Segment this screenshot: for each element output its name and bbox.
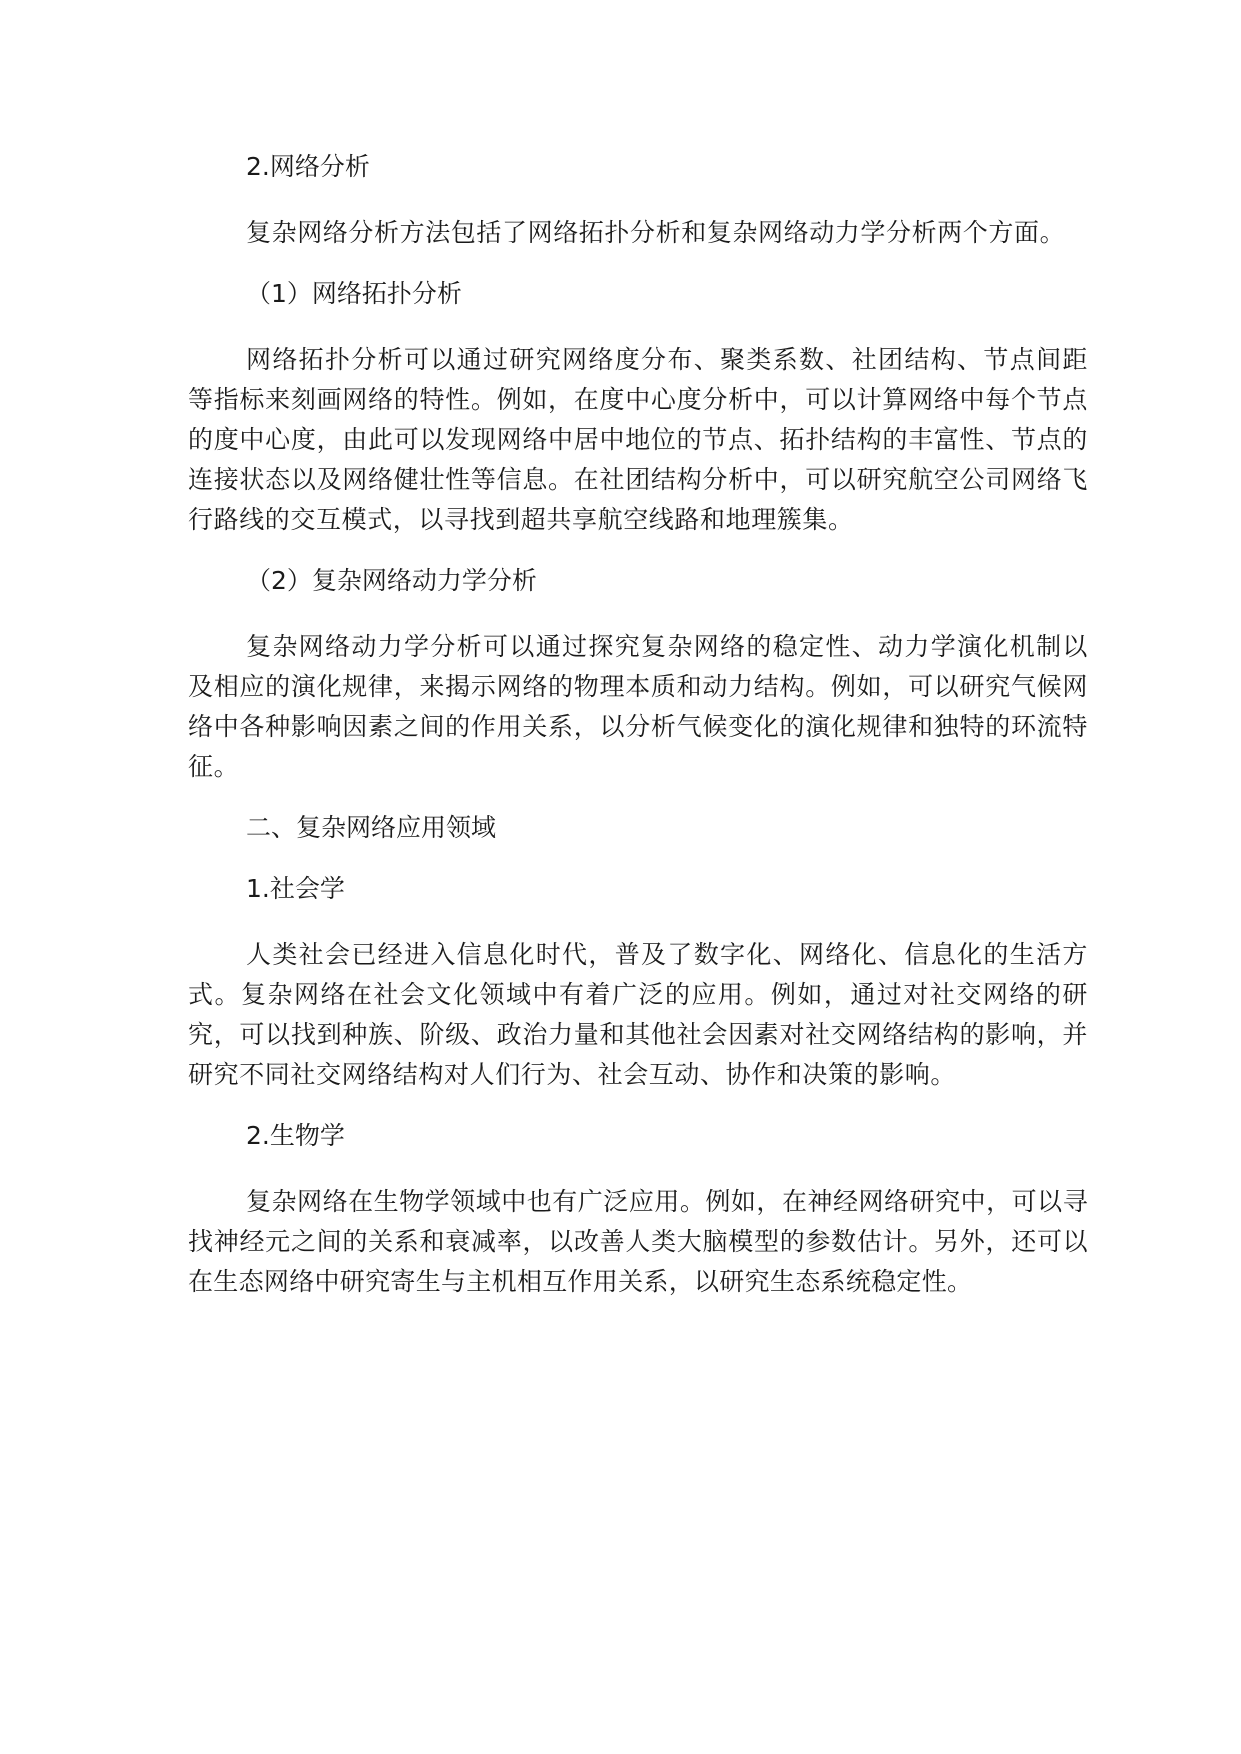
paragraph-topology-analysis: 网络拓扑分析可以通过研究网络度分布、聚类系数、社团结构、节点间距等指标来刻画网络的特性。例如，在度中心度分析中，可以计算网络中每个节点的度中心度，由此可以发现网络中居中地位的节点、拓扑结构的丰富性、节点的连接状态以及网络健壮性等信息。在社团结构分析中，可以研究航空公司网络飞行路线的交互模式，以寻找到超共享航空线路和地理簇集。 xyxy=(188,345,1088,534)
heading-sociology: 1.社会学 xyxy=(246,874,345,903)
paragraph-biology: 复杂网络在生物学领域中也有广泛应用。例如，在神经网络研究中，可以寻找神经元之间的关系和衰减率，以改善人类大脑模型的参数估计。另外，还可以在生态网络中研究寄生与主机相互作用关系，以研究生态系统稳定性。 xyxy=(188,1187,1088,1296)
heading-dynamics-analysis: （2）复杂网络动力学分析 xyxy=(246,566,537,595)
heading-application-fields: 二、复杂网络应用领域 xyxy=(246,813,497,842)
heading-biology: 2.生物学 xyxy=(246,1121,345,1150)
paragraph-dynamics-analysis: 复杂网络动力学分析可以通过探究复杂网络的稳定性、动力学演化机制以及相应的演化规律，来揭示网络的物理本质和动力结构。例如，可以研究气候网络中各种影响因素之间的作用关系，以分析气候变化的演化规律和独特的环流特征。 xyxy=(188,632,1088,781)
document-body xyxy=(188,152,1088,1328)
heading-network-analysis: 2.网络分析 xyxy=(246,152,370,181)
heading-topology-analysis: （1）网络拓扑分析 xyxy=(246,279,462,308)
paragraph-intro: 复杂网络分析方法包括了网络拓扑分析和复杂网络动力学分析两个方面。 xyxy=(246,218,1066,247)
paragraph-sociology: 人类社会已经进入信息化时代，普及了数字化、网络化、信息化的生活方式。复杂网络在社会文化领域中有着广泛的应用。例如，通过对社交网络的研究，可以找到种族、阶级、政治力量和其他社会因素对社交网络结构的影响，并研究不同社交网络结构对人们行为、社会互动、协作和决策的影响。 xyxy=(188,940,1088,1089)
